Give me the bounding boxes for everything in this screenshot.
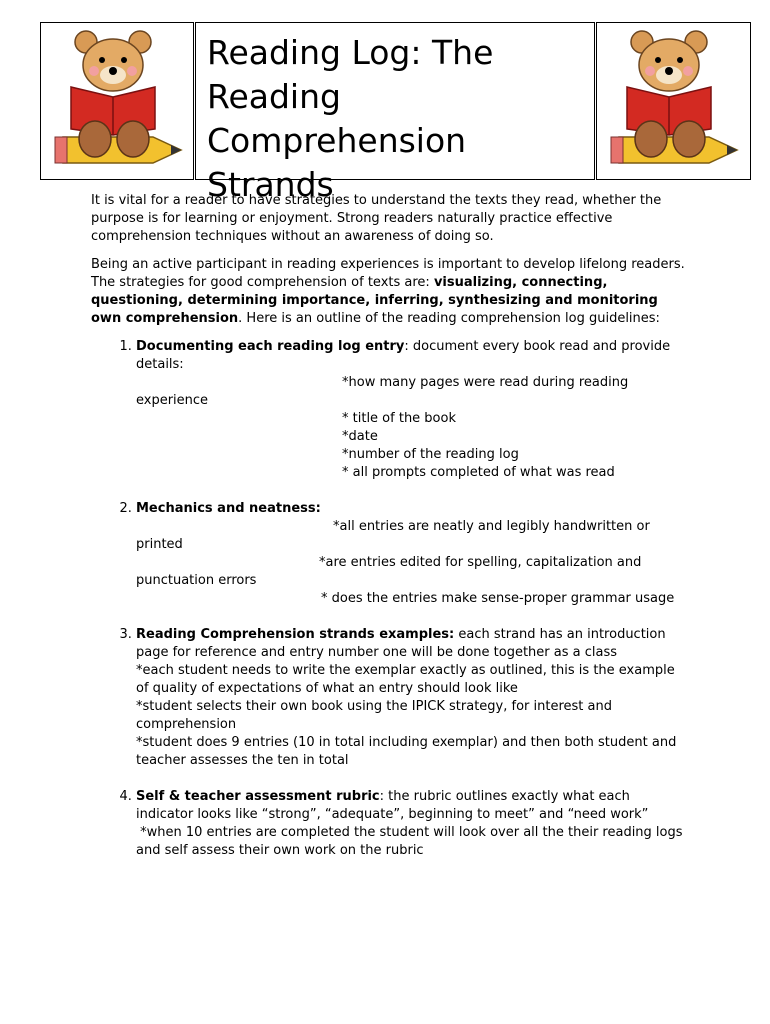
intro-paragraph: It is vital for a reader to have strategies to understand the texts they read, whether the purpose is for learning or enjoyment. Strong readers naturally practice effective comprehension techniques without an awareness of doing so. <box>91 193 662 244</box>
detail-line: *student selects their own book using the IPICK strategy, for interest and comprehension <box>136 699 612 732</box>
item-heading: Documenting each reading log entry <box>136 339 405 354</box>
strategies-list: visualizing, connecting, questioning, determining importance, inferring, synthesizing and monitoring own comprehension <box>91 275 658 326</box>
item-heading: Mechanics and neatness: <box>136 501 321 516</box>
detail-line: * title of the book <box>342 411 456 426</box>
list-item <box>136 338 691 482</box>
right-image-cell <box>596 22 751 180</box>
item-text: each strand has an introduction page for reference and entry number one will be done together as a class <box>136 627 666 660</box>
guidelines-list <box>91 338 691 860</box>
strategies-paragraph <box>91 256 691 328</box>
detail-line: *student does 9 entries (10 in total including exemplar) and then both student and teacher assesses the ten in total <box>136 735 677 768</box>
detail-line: * does the entries make sense-proper grammar usage <box>321 591 675 606</box>
item-heading: Self & teacher assessment rubric <box>136 789 380 804</box>
header-table <box>40 22 751 204</box>
detail-line: *how many pages were read during reading experience <box>136 375 629 408</box>
detail-line: *date <box>342 429 378 444</box>
bear-reading-icon <box>609 27 739 177</box>
document-body <box>91 192 691 878</box>
detail-line: *number of the reading log <box>342 447 519 462</box>
item-text: : document every book read and provide details: <box>136 339 671 372</box>
strategies-text: Being an active participant in reading experiences is important to develop lifelong readers. The strategies for good comprehension of texts are: <box>91 257 685 290</box>
left-image-cell <box>40 22 194 180</box>
detail-line: *all entries are neatly and legibly handwritten or printed <box>136 519 650 552</box>
item-text: : the rubric outlines exactly what each indicator looks like “strong”, “adequate”, beginning to meet” and “need work” <box>136 789 649 822</box>
bear-reading-icon <box>53 27 183 177</box>
detail-line: *when 10 entries are completed the student will look over all the their reading logs and self assess their own work on the rubric <box>136 825 687 858</box>
detail-line: *are entries edited for spelling, capitalization and punctuation errors <box>136 555 642 588</box>
list-item <box>136 626 691 770</box>
title-cell <box>195 22 595 204</box>
item-heading: Reading Comprehension strands examples: <box>136 627 455 642</box>
strategies-outro: . Here is an outline of the reading comprehension log guidelines: <box>238 311 660 326</box>
list-item <box>136 788 691 860</box>
detail-line: *each student needs to write the exemplar exactly as outlined, this is the example of quality of expectations of what an entry should look like <box>136 663 675 696</box>
detail-line: * all prompts completed of what was read <box>342 465 615 480</box>
list-item <box>136 500 691 608</box>
page-title: Reading Log: The Reading Comprehension Strands <box>207 33 494 204</box>
